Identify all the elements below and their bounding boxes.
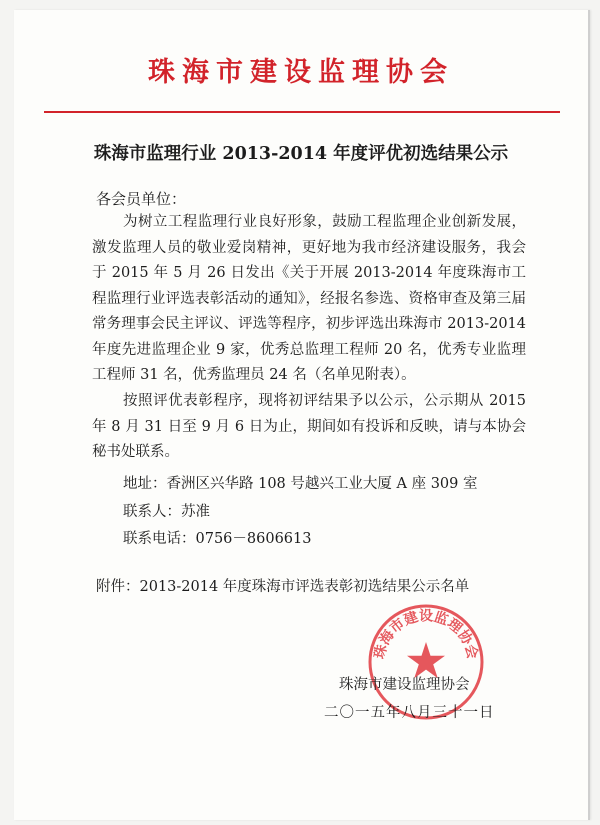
addressee: 各会员单位： [96,190,187,208]
contact-phone: 联系电话：0756－8606613 [123,531,312,547]
seal-text: 珠海市建设监理协会 [371,608,481,661]
body-paragraph: 按照评优表彰程序，现将初评结果予以公示，公示期从 2015 年 8 月 31 日至 9 月 6 日为止，期间如有投诉和反映，请与本协会秘书处联系。 [92,393,526,460]
signature-org: 珠海市建设监理协会 [339,677,470,693]
contact-person: 联系人：苏准 [123,504,210,520]
attachment-note: 附件：2013-2014 年度珠海市评选表彰初选结果公示名单 [96,579,470,595]
letterhead-divider [44,111,560,113]
signature-date: 二〇一五年八月三十一日 [324,705,495,721]
document-page [14,10,590,820]
document-title: 珠海市监理行业 2013-2014 年度评优初选结果公示 [93,144,509,164]
contact-address: 地址：香洲区兴华路 108 号越兴工业大厦 A 座 309 室 [123,476,478,492]
body-paragraph: 为树立工程监理行业良好形象，鼓励工程监理企业创新发展，激发监理人员的敬业爱岗精神，更好地为我市经济建设服务，我会于 2015 年 5 月 26 日发出《关于开展 2013-2014 年度珠海市工程监理行业评选表彰活动的通知》，经报名参选、资格审查及第三届常务理事会民主评议、评选等程序，初步评选出珠海市 2013-2014 年度先进监理企业 9 家，优秀总监理工程师 20 名，优秀专业监理工程师 31 名，优秀监理员 24 名（名单见附表）。 [92,214,526,383]
letterhead-org-name: 珠海市建设监理协会 [148,57,454,88]
